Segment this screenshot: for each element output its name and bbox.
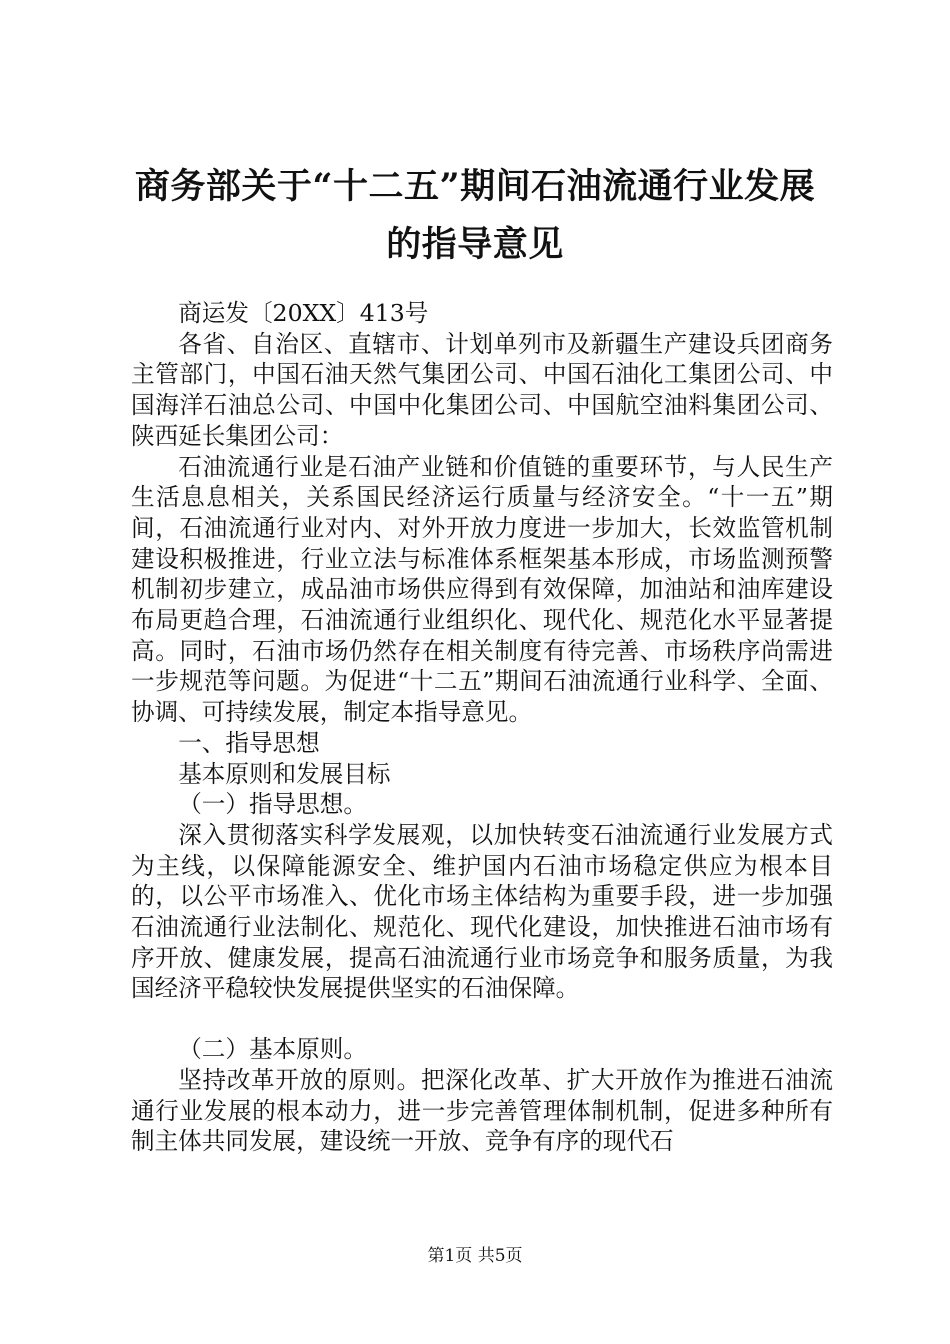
section-heading: 一、指导思想 [178,728,320,757]
subsection-heading: （二）基本原则。 [178,1035,367,1064]
subsection-heading: （一）指导思想。 [178,790,367,819]
principle-paragraph: 坚持改革开放的原则。把深化改革、扩大开放作为推进石油流通行业发展的根本动力，进一步完善管理体制机制，促进多种所有制主体共同发展，建设统一开放、竞争有序的现代石 [131,1065,833,1156]
title-line-2: 的指导意见 [386,224,564,265]
page-footer [0,1245,950,1267]
title-line-1: 商务部关于“十二五”期间石油流通行业发展 [134,166,816,207]
intro-paragraph: 石油流通行业是石油产业链和价值链的重要环节，与人民生产生活息息相关，关系国民经济运行质量与经济安全。“十一五”期间，石油流通行业对内、对外开放力度进一步加大，长效监管机制建设积极推进，行业立法与标准体系框架基本形成，市场监测预警机制初步建立，成品油市场供应得到有效保障，加油站和油库建设布局更趋合理，石油流通行业组织化、现代化、规范化水平显著提高。同时，石油市场仍然存在相关制度有待完善、市场秩序尚需进一步规范等问题。为促进“十二五”期间石油流通行业科学、全面、协调、可持续发展，制定本指导意见。 [131,452,833,727]
section-subheading: 基本原则和发展目标 [178,759,391,788]
document-body [131,298,833,1157]
document-number: 商运发〔20XX〕413号 [178,299,429,327]
page-indicator: 第1页 共5页 [427,1246,523,1266]
addressee-paragraph: 各省、自治区、直辖市、计划单列市及新疆生产建设兵团商务主管部门，中国石油天然气集团公司、中国石油化工集团公司、中国海洋石油总公司、中国中化集团公司、中国航空油料集团公司、陕西延长集团公司： [131,329,833,450]
guiding-thought-paragraph: 深入贯彻落实科学发展观，以加快转变石油流通行业发展方式为主线，以保障能源安全、维护国内石油市场稳定供应为根本目的，以公平市场准入、优化市场主体结构为重要手段，进一步加强石油流通行业法制化、规范化、现代化建设，加快推进石油市场有序开放、健康发展，提高石油流通行业市场竞争和服务质量，为我国经济平稳较快发展提供坚实的石油保障。 [131,820,833,1003]
document-title [100,158,850,274]
